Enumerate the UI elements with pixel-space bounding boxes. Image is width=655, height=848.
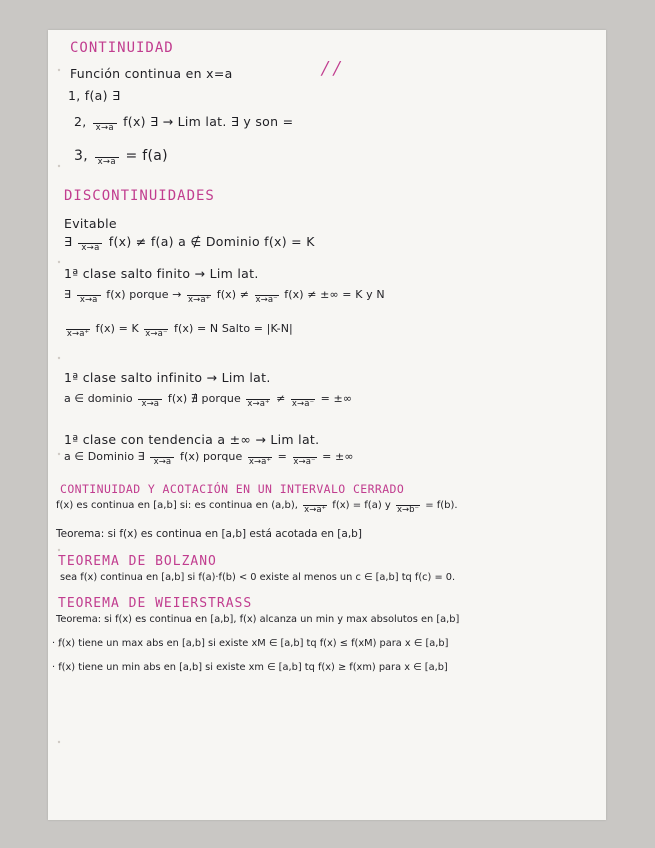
heading-bolzano: TEOREMA DE BOLZANO [58,554,217,569]
salto-finito-n: f(x) = N Salto = |K-N| [174,322,293,335]
tendencia-eq: = [277,450,287,463]
line-teorema-acotada: Teorema: si f(x) es continua en [a,b] está acotada en [a,b] [56,528,362,540]
limit-subscript: x→a [95,123,114,133]
exists-symbol: ∃ [64,234,73,249]
line-evitable: Evitable [64,216,117,231]
limit-symbol [293,455,317,467]
salto-finito-neq: f(x) ≠ [216,288,250,301]
limit-symbol [248,455,272,467]
margin-holes [54,30,64,820]
margin-dot [58,69,60,71]
margin-dot [58,357,60,359]
heading-continuidad: CONTINUIDAD [70,40,174,56]
tendencia-porque: f(x) porque [180,450,243,463]
limit-subscript: x→a [153,457,172,467]
limit-subscript: x→a⁺ [304,505,327,515]
continua-cerrado-fa: f(x) = f(a) y [332,500,391,511]
line-weierstrass-teorema: Teorema: si f(x) es continua en [a,b], f(x) alcanza un min y max absolutos en [a,b] [56,614,460,625]
limit-subscript: x→a⁻ [145,329,168,339]
line-salto-finito-values [64,322,293,339]
limit-subscript: x→b⁻ [396,505,420,515]
margin-dot [58,165,60,167]
limit-symbol [187,293,211,305]
limit-subscript: x→a [79,295,98,305]
line-cond-3 [74,148,168,167]
line-salto-finito-def [64,288,385,305]
salto-infinito-inf: = ±∞ [320,392,353,405]
line-salto-finito: 1ª clase salto finito → Lim lat. [64,266,259,281]
limit-subscript: x→a⁺ [66,329,90,339]
line-cond-2 [74,114,293,133]
line-weierstrass-max: · f(x) tiene un max abs en [a,b] si existe xM ∈ [a,b] tq f(x) ≤ f(xM) para x ∈ [a,b] [52,638,449,649]
line-salto-infinito-def [64,392,352,409]
limit-symbol [95,155,119,167]
limit-symbol [138,397,162,409]
limit-subscript: x→a⁺ [188,295,211,305]
margin-dot [58,549,60,551]
salto-finito-porque: f(x) porque → [106,288,182,301]
limit-symbol [93,121,117,133]
heading-weierstrass: TEOREMA DE WEIERSTRASS [58,596,253,611]
line-funcion-continua: Función continua en x=a [70,66,233,81]
limit-symbol [303,503,327,515]
limit-symbol [291,397,315,409]
cond-3-number: 3, [74,148,88,164]
salto-finito-k: f(x) = K [95,322,139,335]
exists-symbol: ∃ [64,288,72,301]
limit-subscript: x→a⁺ [248,457,272,467]
limit-subscript: x→a⁻ [293,457,316,467]
evitable-text: f(x) ≠ f(a) a ∉ Dominio f(x) = K [108,234,315,249]
notebook-page [48,30,606,820]
line-tendencia: 1ª clase con tendencia a ±∞ → Lim lat. [64,432,320,447]
limit-symbol [77,293,101,305]
margin-dot [58,453,60,455]
line-continua-cerrado [56,500,458,515]
line-evitable-def [64,234,315,253]
limit-subscript: x→a⁻ [291,399,315,409]
limit-subscript: x→a [97,157,116,167]
salto-infinito-neq: ≠ [276,392,286,405]
cond-2-text: f(x) ∃ → Lim lat. ∃ y son = [123,114,294,129]
line-cond-1: 1, f(a) ∃ [68,88,121,103]
continua-cerrado-text: f(x) es continua en [a,b] si: es continua en (a,b), [56,500,298,511]
line-bolzano: sea f(x) continua en [a,b] si f(a)·f(b) < 0 existe al menos un c ∈ [a,b] tq f(c) = 0. [60,572,456,583]
line-tendencia-def [64,450,354,467]
limit-symbol [246,397,270,409]
salto-infinito-porque: f(x) ∄ porque [167,392,241,405]
line-salto-infinito: 1ª clase salto infinito → Lim lat. [64,370,271,385]
heading-discontinuidades: DISCONTINUIDADES [64,188,215,204]
margin-dot [58,741,60,743]
limit-symbol [255,293,279,305]
salto-infinito-dominio: a ∈ dominio [64,392,133,405]
limit-symbol [78,241,102,253]
limit-symbol [144,327,168,339]
tendencia-dominio: a ∈ Dominio ∃ [64,450,145,463]
line-weierstrass-min: · f(x) tiene un min abs en [a,b] si existe xm ∈ [a,b] tq f(x) ≥ f(xm) para x ∈ [a,b] [52,662,448,673]
limit-subscript: x→a⁻ [255,295,278,305]
limit-subscript: x→a [81,243,100,253]
continua-cerrado-fb: = f(b). [425,500,458,511]
margin-dot [58,261,60,263]
limit-subscript: x→a⁺ [247,399,270,409]
tendencia-inf: = ±∞ [322,450,354,463]
cond-3-text: = f(a) [125,148,168,164]
marginal-mark: / / [322,58,340,79]
limit-symbol [396,503,420,515]
salto-finito-values: f(x) ≠ ±∞ = K y N [284,288,385,301]
limit-symbol [150,455,174,467]
cond-2-number: 2, [74,114,87,129]
limit-subscript: x→a [141,399,160,409]
limit-symbol [66,327,90,339]
heading-acotacion: CONTINUIDAD Y ACOTACIÓN EN UN INTERVALO CERRADO [60,482,405,496]
